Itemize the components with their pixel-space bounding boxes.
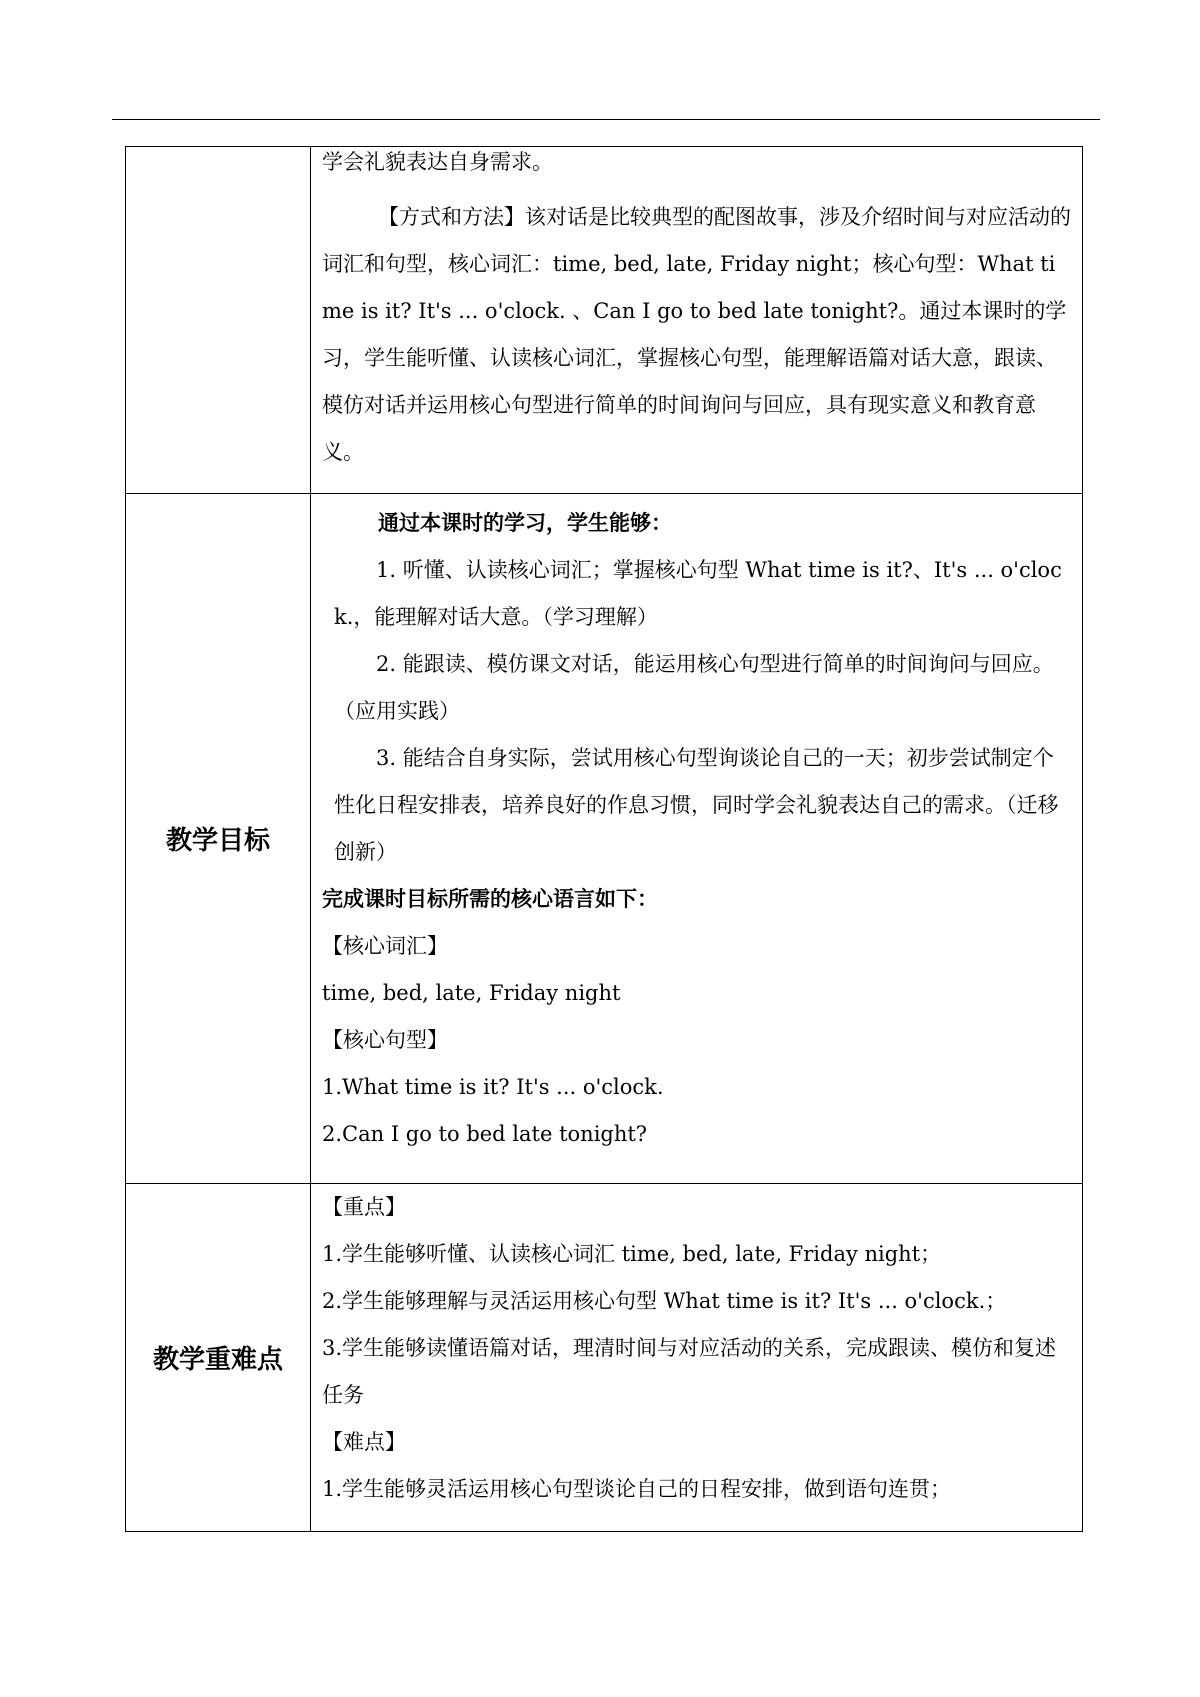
core-vocab: time, bed, late, Friday night bbox=[322, 981, 621, 1005]
objectives-intro: 通过本课时的学习，学生能够： bbox=[378, 511, 672, 535]
method-line1: 学会礼貌表达自身需求。 bbox=[322, 150, 553, 174]
objectives-cell bbox=[311, 494, 1083, 1184]
difficulty-1: 1.学生能够灵活运用核心句型谈论自己的日程安排，做到语句连贯； bbox=[322, 1477, 952, 1501]
objective-2: 2. 能跟读、模仿课文对话，能运用核心句型进行简单的时间询问与回应。（应用实践） bbox=[334, 652, 1054, 723]
core-language-title: 完成课时目标所需的核心语言如下： bbox=[322, 887, 658, 911]
key-point-2: 2.学生能够理解与灵活运用核心句型 What time is it? It's ... o'clock.； bbox=[322, 1289, 1007, 1313]
difficulty-heading: 【难点】 bbox=[322, 1430, 406, 1454]
core-pattern-heading: 【核心句型】 bbox=[322, 1028, 448, 1052]
core-pattern-1: 1.What time is it? It's ... o'clock. bbox=[322, 1075, 664, 1099]
core-pattern-2: 2.Can I go to bed late tonight? bbox=[322, 1122, 648, 1146]
key-point-3: 3.学生能够读懂语篇对话，理清时间与对应活动的关系，完成跟读、模仿和复述任务 bbox=[322, 1336, 1057, 1407]
objectives-label: 教学目标 bbox=[126, 494, 311, 1184]
method-paragraph: 【方式和方法】该对话是比较典型的配图故事，涉及介绍时间与对应活动的词汇和句型，核心词汇：time, bed, late, Friday night；核心句型：What time is it? It's ... o'clock. 、Can I go to bed late tonight?。通过本课时的学习，学生能听懂、认读核心词汇，掌握核心句型，能理解语篇对话大意，跟读、模仿对话并运用核心句型进行简单的时间询问与回应，具有现实意义和教育意义。 bbox=[322, 205, 1071, 464]
core-vocab-heading: 【核心词汇】 bbox=[322, 934, 448, 958]
lesson-plan-table bbox=[125, 146, 1083, 1532]
row-key-points bbox=[126, 1184, 1083, 1532]
objective-1: 1. 听懂、认读核心词汇；掌握核心句型 What time is it?、It's ... o'clock.，能理解对话大意。（学习理解） bbox=[334, 558, 1062, 629]
key-point-1: 1.学生能够听懂、认读核心词汇 time, bed, late, Friday night； bbox=[322, 1242, 942, 1266]
objective-3: 3. 能结合自身实际，尝试用核心句型询谈论自己的一天；初步尝试制定个性化日程安排表，培养良好的作息习惯，同时学会礼貌表达自己的需求。（迁移创新） bbox=[334, 746, 1059, 864]
key-points-cell bbox=[311, 1184, 1083, 1532]
row-objectives bbox=[126, 494, 1083, 1184]
row-method bbox=[126, 147, 1083, 494]
header-rule bbox=[112, 119, 1100, 120]
method-cell bbox=[311, 147, 1083, 494]
key-points-label: 教学重难点 bbox=[126, 1184, 311, 1532]
row-label-empty bbox=[126, 147, 311, 494]
key-heading: 【重点】 bbox=[322, 1195, 406, 1219]
